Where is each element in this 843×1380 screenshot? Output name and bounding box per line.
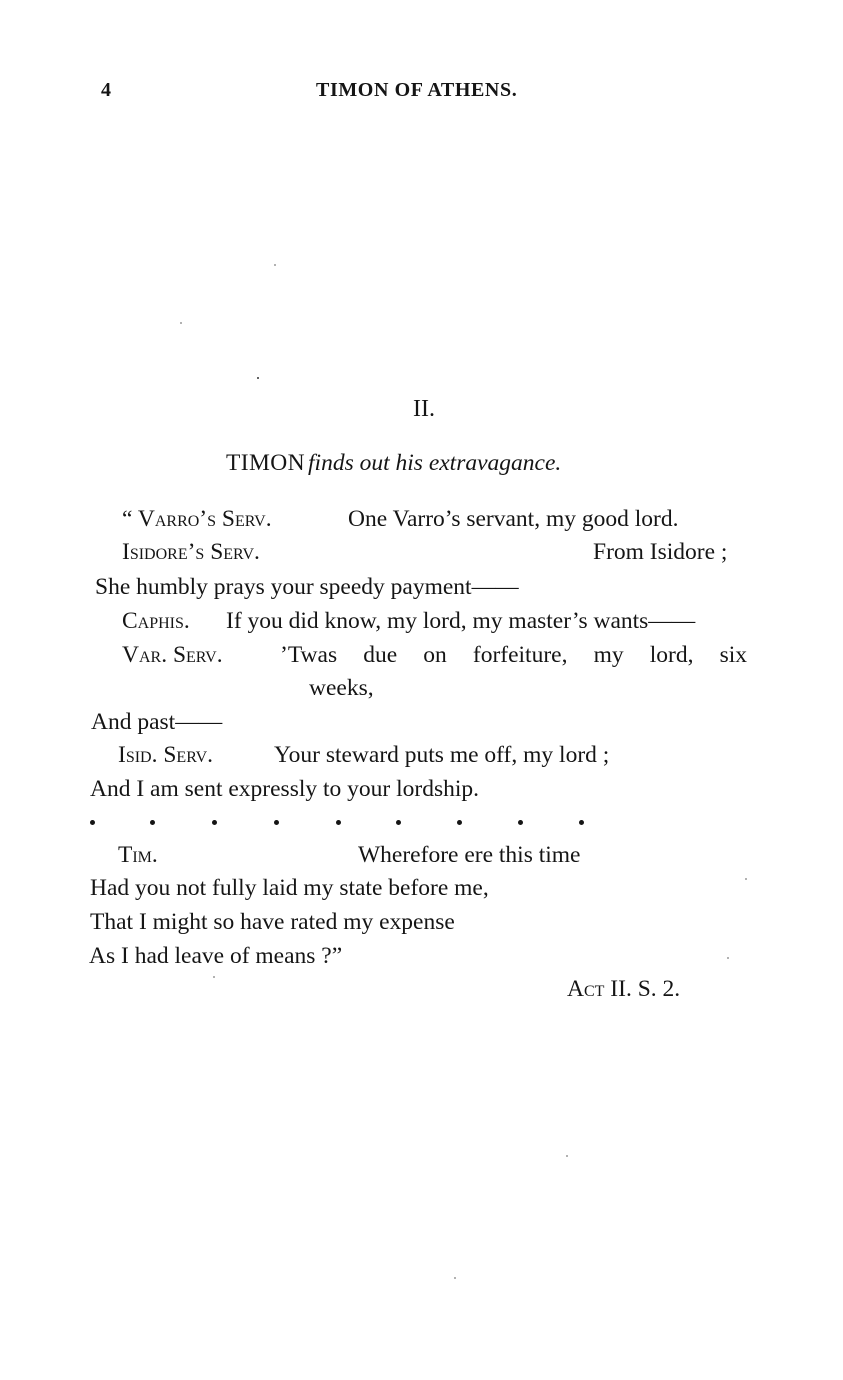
section-title-rest: finds out his extravagance. [308,450,562,476]
ellipsis-dots [90,820,590,828]
paper-speck [745,878,747,880]
line-4-text: If you did know, my lord, my master’s wants—— [226,608,696,634]
line-5-continuation: weeks, [309,675,374,701]
speaker-varros-serv: “ Varro’s Serv. [122,506,272,532]
page-number: 4 [101,79,112,101]
line-12: As I had leave of means ?” [89,943,343,969]
speaker-tim: Tim. [118,842,158,868]
line-5 [122,644,223,668]
running-title: TIMON OF ATHENS. [316,79,518,101]
line-2 [122,541,260,565]
line-10: Had you not fully laid my state before me, [90,875,489,901]
line-8: And I am sent expressly to your lordship. [90,776,480,802]
section-title [226,452,561,476]
paper-speck [274,264,276,266]
speaker-caphis: Caphis. [122,608,190,634]
line-6: And past—— [91,709,223,735]
line-9-text: Wherefore ere this time [358,842,581,868]
paper-speck [213,976,215,978]
section-number: II. [413,396,435,422]
line-7 [118,744,213,768]
speaker-isidores-serv: Isidore’s Serv. [122,539,260,565]
line-1 [122,508,272,532]
speaker-isid-serv: Isid. Serv. [118,742,214,768]
line-11: That I might so have rated my expense [90,909,455,935]
line-5-text: ’Twas due on forfeiture, my lord, six [280,642,747,668]
paper-speck [454,1277,456,1279]
line-1-text: One Varro’s servant, my good lord. [348,506,679,532]
act-scene-citation: Act II. S. 2. [567,976,681,1002]
paper-speck [566,1155,568,1157]
section-title-name: TIMON [226,450,306,476]
line-2-text: From Isidore ; [593,539,728,565]
speaker-var-serv: Var. Serv. [122,642,223,668]
paper-speck [727,957,729,959]
paper-speck [180,322,182,324]
line-3: She humbly prays your speedy payment—— [95,574,519,600]
line-7-text: Your steward puts me off, my lord ; [274,742,610,768]
line-4 [122,610,190,634]
paper-speck [257,377,259,379]
line-9 [118,844,158,868]
